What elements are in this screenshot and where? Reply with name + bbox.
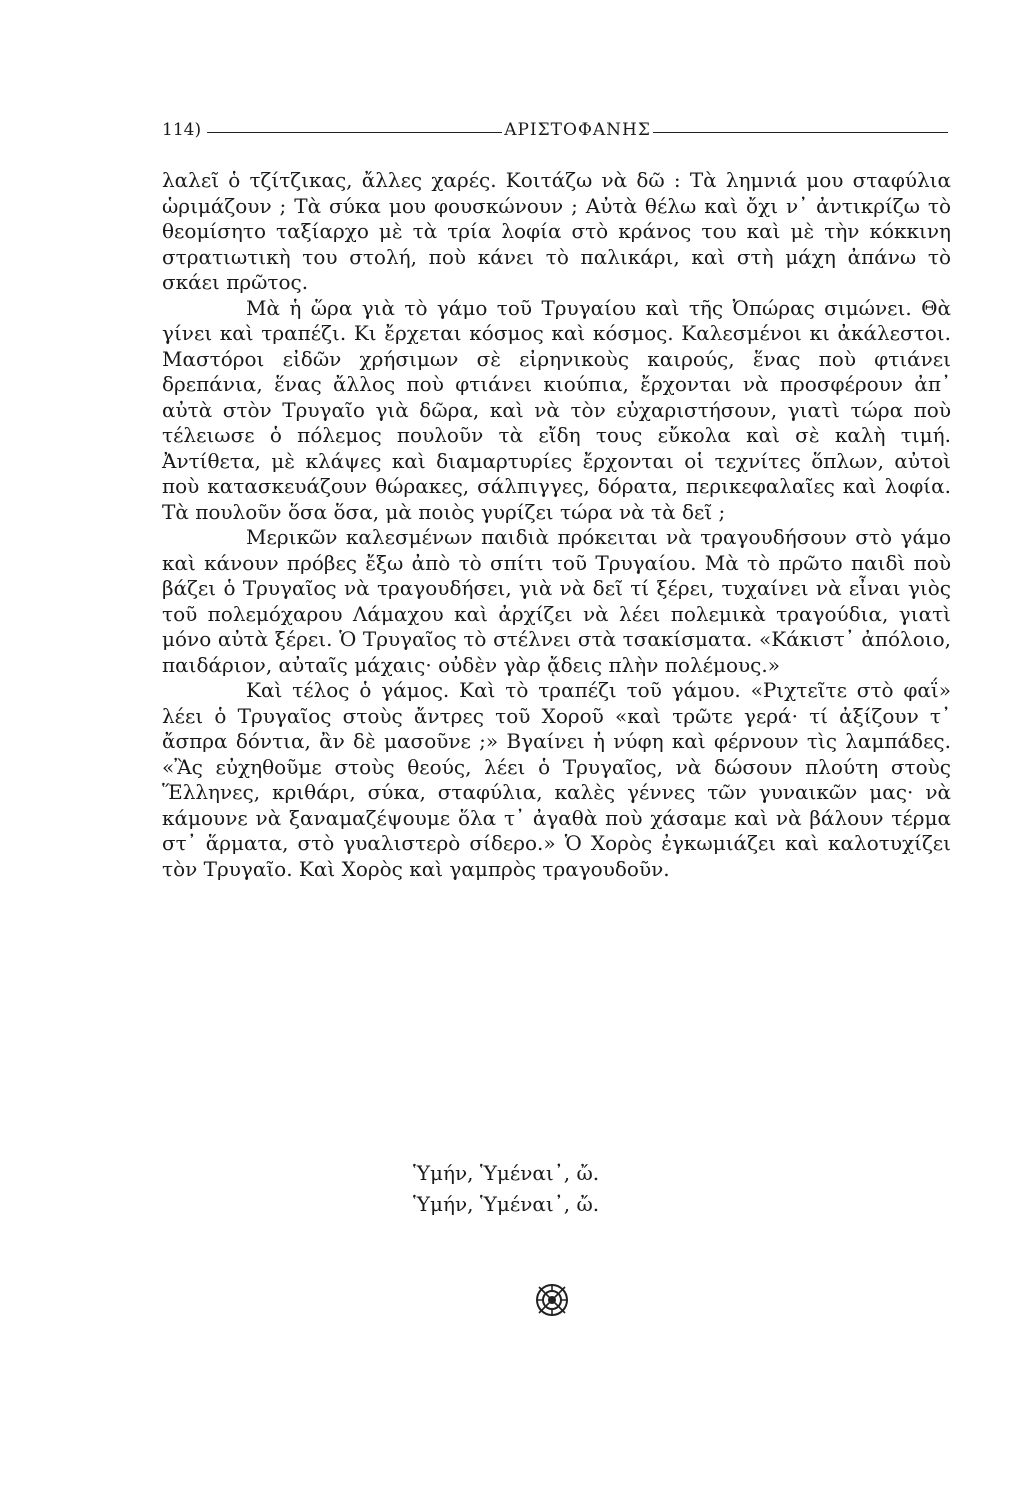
header-rule-left (207, 132, 502, 133)
paragraph-1: λαλεῖ ὁ τζίτζικας, ἄλλες χαρές. Κοιτάζω νὰ δῶ : Τὰ λημνιά μου σταφύλια ὡριμάζουν ; Τὰ σύκα μου φουσκώνουν ; Αὐτὰ θέλω καὶ ὄχι ν᾽ ἀντικρίζω τὸ θεομίσητο ταξίαρχο μὲ τὰ τρία λοφία στὸ κράνος του καὶ μὲ τὴν κόκκινη στρατιωτικὴ του στολή, ποὺ κάνει τὸ παλικάρι, καὶ στὴ μάχη ἀπάνω τὸ σκάει πρῶτος. (162, 168, 951, 294)
running-title: ΑΡΙΣΤΟΦΑΝΗΣ (504, 120, 651, 140)
printer-flower-ornament-icon (535, 1283, 569, 1317)
verse-line-2: Ὑμήν, Ὑμέναι᾽, ὤ. (413, 1192, 600, 1216)
header-rule-right (653, 132, 948, 133)
running-header (162, 118, 948, 142)
page-number: 114) (162, 120, 202, 140)
paragraph-2: Μὰ ἡ ὥρα γιὰ τὸ γάμο τοῦ Τρυγαίου καὶ τῆς Ὀπώρας σιμώνει. Θὰ γίνει καὶ τραπέζι. Κι ἔρχεται κόσμος καὶ κόσμος. Καλεσμένοι κι ἀκάλεστοι. Μαστόροι εἰδῶν χρήσιμων σὲ εἰρηνικοὺς καιρούς, ἕνας ποὺ φτιάνει δρεπάνια, ἕνας ἄλλος ποὺ φτιάνει κιούπια, ἔρχονται νὰ προσφέρουν ἀπ᾽ αὐτὰ στὸν Τρυγαῖο γιὰ δῶρα, καὶ νὰ τὸν εὐχαριστήσουν, γιατὶ τώρα ποὺ τέλειωσε ὁ πόλεμος πουλοῦν τὰ εἴδη τους εὔκολα καὶ σὲ καλὴ τιμή. Ἀντίθετα, μὲ κλάψες καὶ διαμαρτυρίες ἔρχονται οἱ τεχνίτες ὅπλων, αὐτοὶ ποὺ κατασκευάζουν θώρακες, σάλπιγγες, δόρατα, περικεφαλαῖες καὶ λοφία. Τὰ πουλοῦν ὅσα ὅσα, μὰ ποιὸς γυρίζει τώρα νὰ τὰ δεῖ ; (162, 295, 951, 524)
refrain-verse (413, 1158, 599, 1220)
paragraph-3: Μερικῶν καλεσμένων παιδιὰ πρόκειται νὰ τραγουδήσουν στὸ γάμο καὶ κάνουν πρόβες ἔξω ἀπὸ τὸ σπίτι τοῦ Τρυγαίου. Μὰ τὸ πρῶτο παιδὶ ποὺ βάζει ὁ Τρυγαῖος νὰ τραγουδήσει, γιὰ νὰ δεῖ τί ξέρει, τυχαίνει νὰ εἶναι γιὸς τοῦ πολεμόχαρου Λάμαχου καὶ ἀρχίζει νὰ λέει πολεμικὰ τραγούδια, γιατὶ μόνο αὐτὰ ξέρει. Ὁ Τρυγαῖος τὸ στέλνει στὰ τσακίσματα. «Κάκιστ᾽ ἀπόλοιο, παιδάριον, αὐταῖς μάχαις· οὐδὲν γὰρ ᾄδεις πλὴν πολέμους.» (162, 525, 951, 677)
main-text (162, 168, 951, 882)
paragraph-4: Καὶ τέλος ὁ γάμος. Καὶ τὸ τραπέζι τοῦ γάμου. «Ριχτεῖτε στὸ φαΐ» λέει ὁ Τρυγαῖος στοὺς ἄντρες τοῦ Χοροῦ «καὶ τρῶτε γερά· τί ἀξίζουν τ᾽ ἄσπρα δόντια, ἂν δὲ μασοῦνε ;» Βγαίνει ἡ νύφη καὶ φέρνουν τὶς λαμπάδες. «Ἂς εὐχηθοῦμε στοὺς θεούς, λέει ὁ Τρυγαῖος, νὰ δώσουν πλούτη στοὺς Ἕλληνες, κριθάρι, σύκα, σταφύλια, καλὲς γέννες τῶν γυναικῶν μας· νὰ κάμουνε νὰ ξαναμαζέψουμε ὅλα τ᾽ ἀγαθὰ ποὺ χάσαμε καὶ νὰ βάλουν τέρμα στ᾽ ἅρματα, στὸ γυαλιστερὸ σίδερο.» Ὁ Χορὸς ἐγκωμιάζει καὶ καλοτυχίζει τὸν Τρυγαῖο. Καὶ Χορὸς καὶ γαμπρὸς τραγουδοῦν. (162, 678, 951, 881)
verse-line-1: Ὑμήν, Ὑμέναι᾽, ὤ. (413, 1161, 600, 1185)
